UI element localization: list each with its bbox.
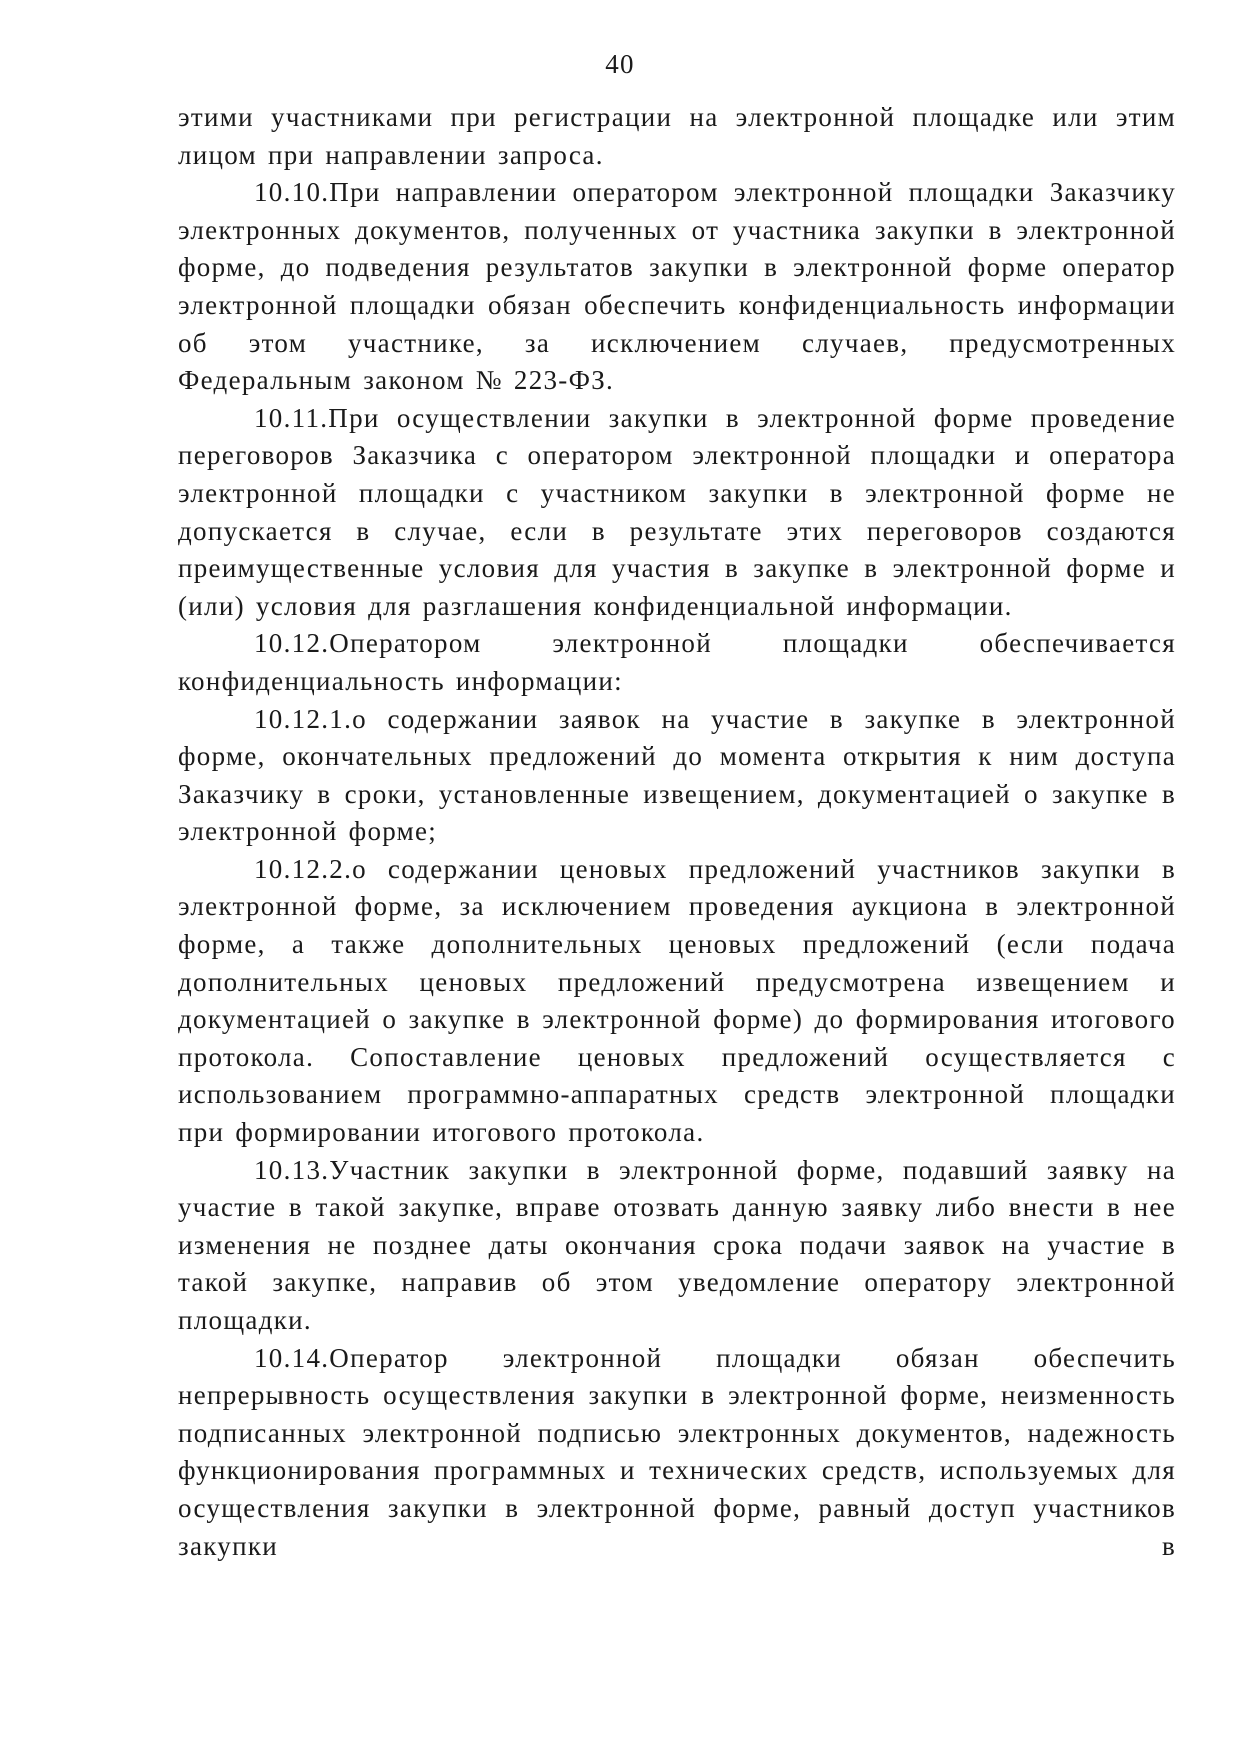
paragraph-continuation: этими участниками при регистрации на электронной площадке или этим лицом при направлении запроса. [178, 102, 1176, 170]
paragraph-10-13: 10.13.Участник закупки в электронной форме, подавший заявку на участие в такой закупке, вправе отозвать данную заявку либо внести в нее изменения не позднее даты окончания срока подачи заявок на участие в такой закупке, направив об этом уведомление оператору электронной площадки. [178, 1154, 1176, 1335]
paragraph-10-11: 10.11.При осуществлении закупки в электронной форме проведение переговоров Заказчика с оператором электронной площадки и оператора электронной площадки с участником закупки в электронной форме не допускается в случае, если в результате этих переговоров создаются преимущественные условия для участия в закупке в электронной форме и (или) условия для разглашения конфиденциальной информации. [178, 402, 1176, 621]
paragraph-10-10: 10.10.При направлении оператором электронной площадки Заказчику электронных документов, полученных от участника закупки в электронной форме, до подведения результатов закупки в электронной форме оператор электронной площадки обязан обеспечить конфиденциальность информации об этом участнике, за исключением случаев, предусмотренных Федеральным законом № 223-ФЗ. [178, 177, 1176, 396]
paragraph-10-14: 10.14.Оператор электронной площадки обязан обеспечить непрерывность осуществления закупки в электронной форме, неизменность подписанных электронной подписью электронных документов, надежность функционирования программных и технических средств, используемых для осуществления закупки в электронной форме, равный доступ участников закупки в [178, 1342, 1176, 1561]
page-number: 40 [605, 49, 635, 79]
paragraph-10-12: 10.12.Оператором электронной площадки обеспечивается конфиденциальность информации: [178, 628, 1176, 696]
paragraph-10-12-2: 10.12.2.о содержании ценовых предложений участников закупки в электронной форме, за исключением проведения аукциона в электронной форме, а также дополнительных ценовых предложений (если подача дополнительных ценовых предложений предусмотрена извещением и документацией о закупке в электронной форме) до формирования итогового протокола. Сопоставление ценовых предложений осуществляется с использованием программно-аппаратных средств электронной площадки при формировании итогового протокола. [178, 853, 1176, 1148]
paragraph-10-12-1: 10.12.1.о содержании заявок на участие в закупке в электронной форме, окончательных предложений до момента открытия к ним доступа Заказчику в сроки, установленные извещением, документацией о закупке в электронной форме; [178, 703, 1176, 847]
page-body [178, 99, 1176, 1565]
